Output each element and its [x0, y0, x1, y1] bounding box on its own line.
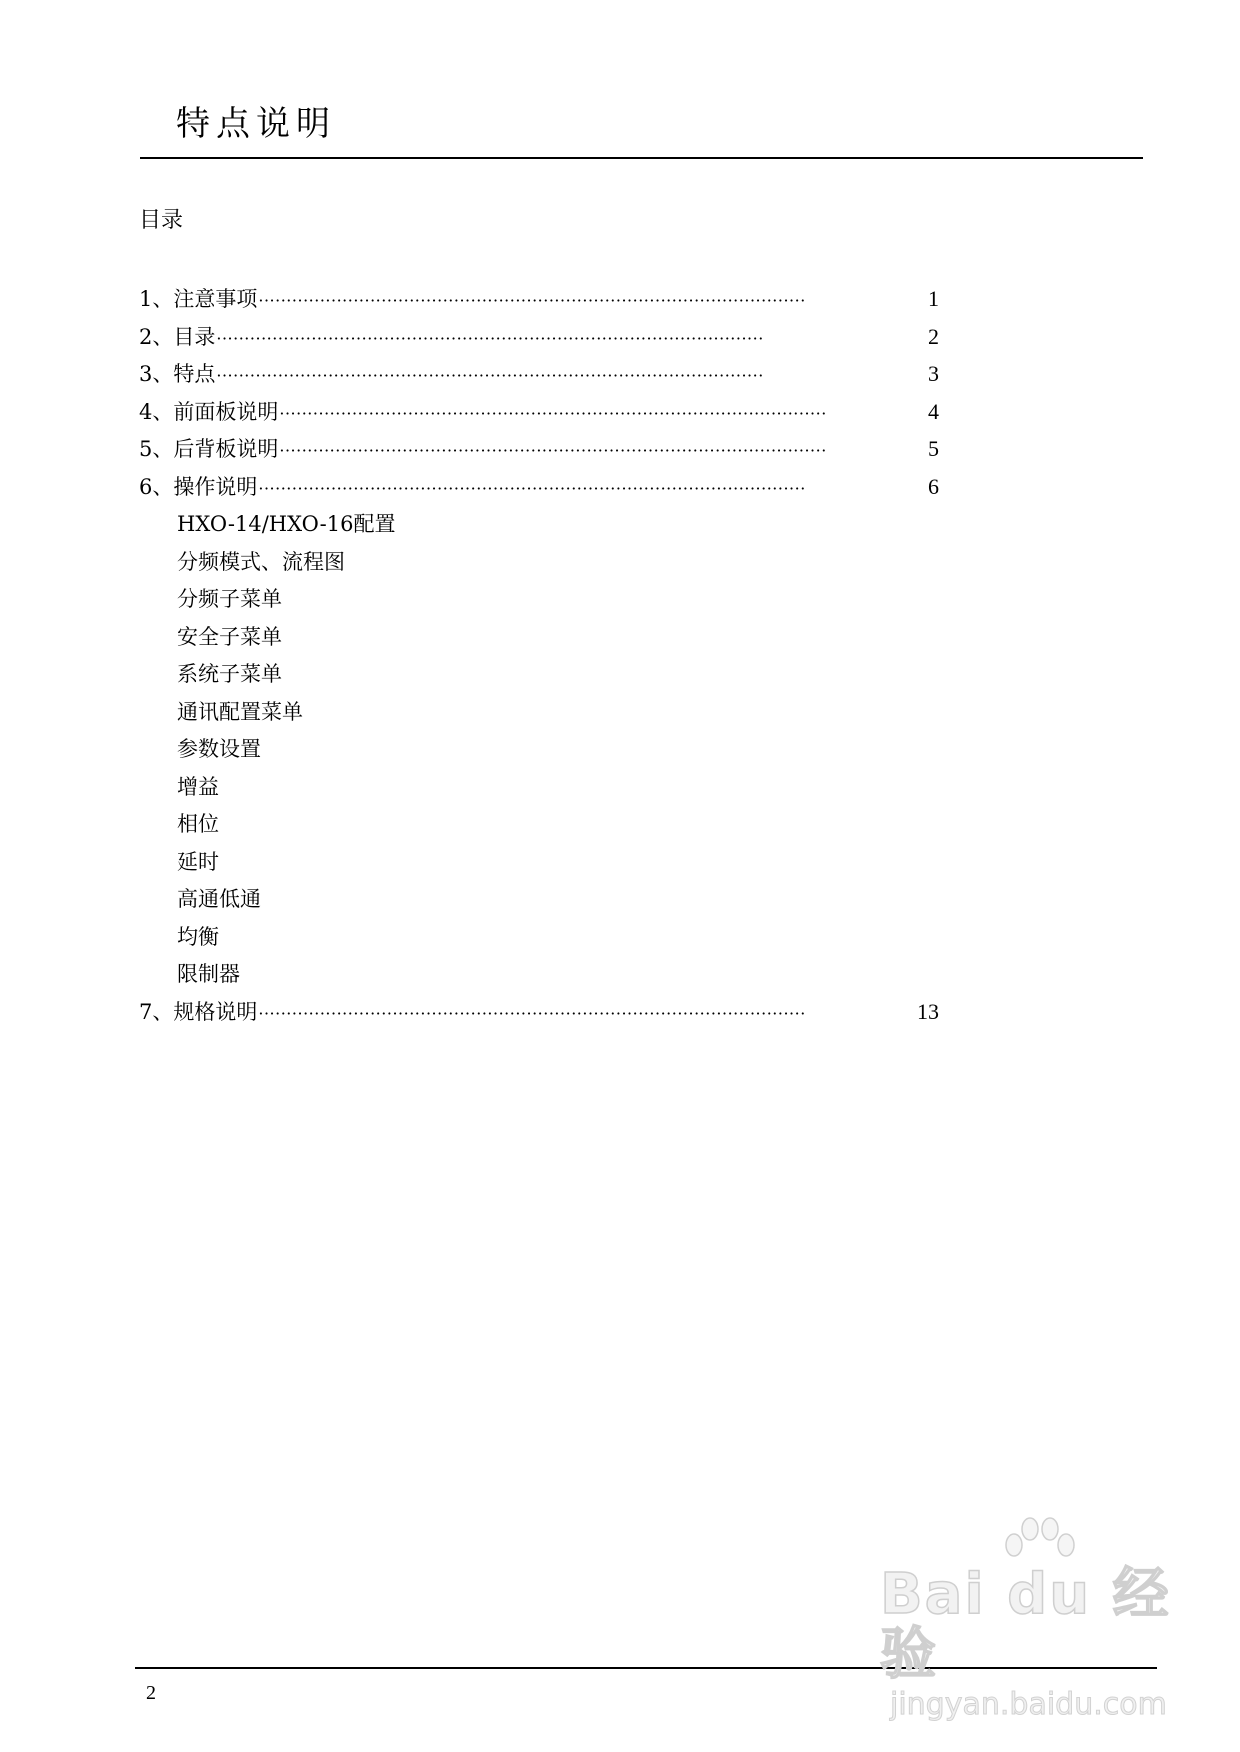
toc-entry-label: 限制器: [177, 962, 240, 986]
toc-entry[interactable]: [139, 359, 939, 397]
toc-subentry[interactable]: [139, 847, 939, 885]
toc-leader-dots: ··································································································: [258, 478, 806, 498]
toc-subentry[interactable]: [139, 959, 939, 997]
toc-subentry[interactable]: [139, 622, 939, 660]
toc-leader-dots: ··································································································: [279, 441, 827, 460]
toc-leader-dots: ··································································································: [216, 328, 764, 348]
toc-entry-label: 7、规格说明: [139, 999, 258, 1024]
toc-entry-label: 相位: [177, 812, 219, 836]
toc-subentry[interactable]: [139, 809, 939, 847]
toc-subentry[interactable]: [139, 884, 939, 922]
footer-page-number: 2: [146, 1682, 156, 1704]
table-of-contents: [139, 284, 939, 1034]
toc-leader-dots: ··································································································: [216, 366, 764, 385]
paw-icon: [1000, 1515, 1080, 1575]
toc-page-number: 1: [928, 286, 939, 311]
toc-entry[interactable]: [139, 284, 939, 322]
toc-entry-label: 参数设置: [177, 737, 261, 761]
toc-entry-label: HXO-14/HXO-16配置: [177, 512, 396, 536]
toc-leader-dots: ··································································································: [258, 1003, 806, 1023]
toc-entry-label: 安全子菜单: [177, 624, 282, 649]
toc-subentry[interactable]: [139, 772, 939, 810]
toc-subentry[interactable]: [139, 547, 939, 585]
toc-entry[interactable]: [139, 397, 939, 435]
toc-subentry[interactable]: [139, 734, 939, 772]
toc-entry[interactable]: [139, 322, 939, 360]
toc-entry[interactable]: [139, 997, 939, 1035]
toc-page-number: 4: [928, 398, 939, 424]
toc-entry-label: 3、特点: [139, 362, 216, 386]
toc-entry-label: 系统子菜单: [177, 662, 282, 686]
toc-entry-label: 1、注意事项: [139, 287, 258, 311]
toc-entry-label: 分频模式、流程图: [177, 549, 345, 574]
toc-entry-label: 6、操作说明: [139, 474, 258, 499]
toc-page-number: 13: [917, 998, 939, 1024]
toc-subentry[interactable]: [139, 697, 939, 735]
toc-entry-label: 延时: [177, 849, 219, 874]
toc-entry-label: 分频子菜单: [177, 587, 282, 611]
toc-subentry[interactable]: [139, 584, 939, 622]
toc-entry-label: 2、目录: [139, 324, 216, 349]
toc-entry-label: 增益: [177, 774, 219, 799]
toc-entry-label: 高通低通: [177, 887, 261, 911]
watermark-logo: Bai du 经验: [880, 1562, 1171, 1687]
toc-page-number: 2: [928, 323, 939, 349]
toc-leader-dots: ··································································································: [279, 403, 827, 423]
toc-subentry[interactable]: [139, 509, 939, 547]
toc-entry[interactable]: [139, 434, 939, 472]
toc-page-number: 3: [928, 361, 939, 386]
toc-entry-label: 均衡: [177, 924, 219, 949]
watermark-url: jingyan.baidu.com: [890, 1687, 1167, 1722]
toc-page-number: 6: [928, 473, 939, 499]
page-title: 特点说明: [176, 104, 336, 144]
header-divider: [140, 157, 1143, 159]
toc-subentry[interactable]: [139, 922, 939, 960]
toc-heading: 目录: [139, 208, 184, 233]
toc-entry-label: 通讯配置菜单: [177, 699, 303, 724]
toc-entry[interactable]: [139, 472, 939, 510]
toc-entry-label: 4、前面板说明: [139, 399, 279, 424]
toc-subentry[interactable]: [139, 659, 939, 697]
baidu-watermark: [880, 1562, 1180, 1722]
toc-page-number: 5: [928, 436, 939, 461]
toc-entry-label: 5、后背板说明: [139, 437, 279, 461]
toc-leader-dots: ··································································································: [258, 291, 806, 310]
